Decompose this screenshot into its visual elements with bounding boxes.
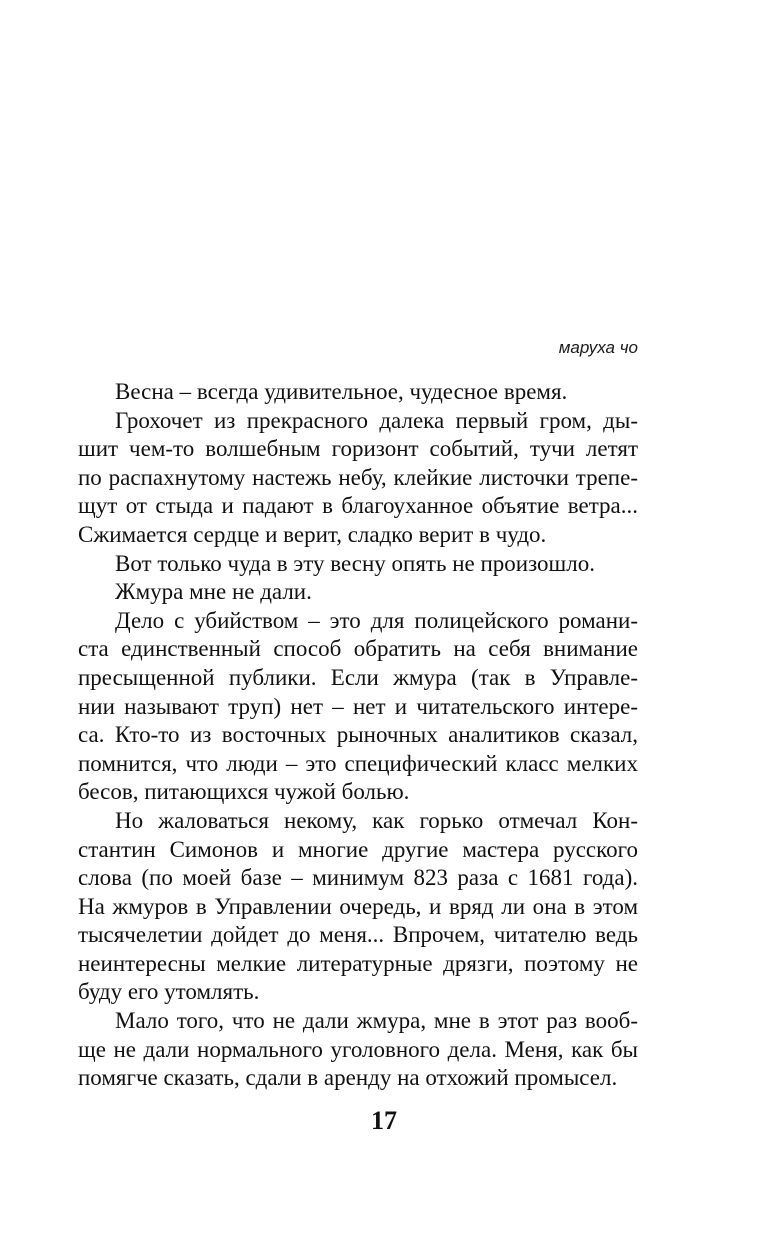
- body-text: [78, 378, 638, 1093]
- text-line: тысячелетии дойдет до меня... Впрочем, читателю ведь: [78, 922, 638, 948]
- text-line: ста единственный способ обратить на себя внимание: [78, 636, 638, 662]
- paragraph: [78, 807, 638, 1007]
- text-line: щут от стыда и падают в благоуханное объятие ветра...: [78, 493, 638, 519]
- text-line: по распахнутому настежь небу, клейкие листочки трепе-: [78, 464, 638, 490]
- text-line: бесов, питающихся чужой болью.: [78, 779, 410, 805]
- text-line: На жмуров в Управлении очередь, и вряд ли она в этом: [78, 893, 638, 919]
- text-line: Но жаловаться некому, как горько отмечал Кон-: [115, 807, 638, 833]
- text-line: Сжимается сердце и верит, сладко верит в чудо.: [78, 521, 547, 547]
- text-line: Вот только чуда в эту весну опять не произошло.: [115, 550, 595, 576]
- text-line: Жмура мне не дали.: [115, 579, 312, 605]
- text-line: неинтересны мелкие литературные дрязги, поэтому не: [78, 950, 638, 976]
- text-line: помягче сказать, сдали в аренду на отхожий промысел.: [78, 1065, 618, 1091]
- text-line: Мало того, что не дали жмура, мне в этот раз вооб-: [115, 1008, 638, 1034]
- text-line: помнится, что люди – это специфический класс мелких: [78, 750, 638, 776]
- running-head: маруха чо: [558, 338, 638, 357]
- text-line: Весна – всегда удивительное, чудесное время.: [115, 379, 568, 404]
- text-line: нии называют труп) нет – нет и читательского интере-: [78, 693, 638, 719]
- text-line: шит чем-то волшебным горизонт событий, тучи летят: [78, 436, 638, 462]
- text-line: пресыщенной публики. Если жмура (так в Управле-: [78, 664, 638, 690]
- paragraph: [78, 607, 638, 807]
- text-line: Грохочет из прекрасного далека первый гром, ды-: [115, 407, 638, 433]
- text-line: ще не дали нормального уголовного дела. Меня, как бы: [78, 1036, 638, 1062]
- paragraph: [78, 578, 638, 607]
- text-line: Дело с убийством – это для полицейского романи-: [115, 607, 638, 633]
- text-line: буду его утомлять.: [78, 979, 260, 1005]
- text-line: слова (по моей базе – минимум 823 раза с 1681 года).: [78, 865, 638, 891]
- paragraph: [78, 550, 638, 579]
- paragraph: [78, 1007, 638, 1093]
- paragraph: [78, 378, 638, 407]
- paragraph: [78, 407, 638, 550]
- page-number: 17: [371, 1106, 397, 1135]
- text-line: стантин Симонов и многие другие мастера русского: [78, 836, 638, 862]
- text-line: са. Кто-то из восточных рыночных аналитиков сказал,: [78, 722, 638, 748]
